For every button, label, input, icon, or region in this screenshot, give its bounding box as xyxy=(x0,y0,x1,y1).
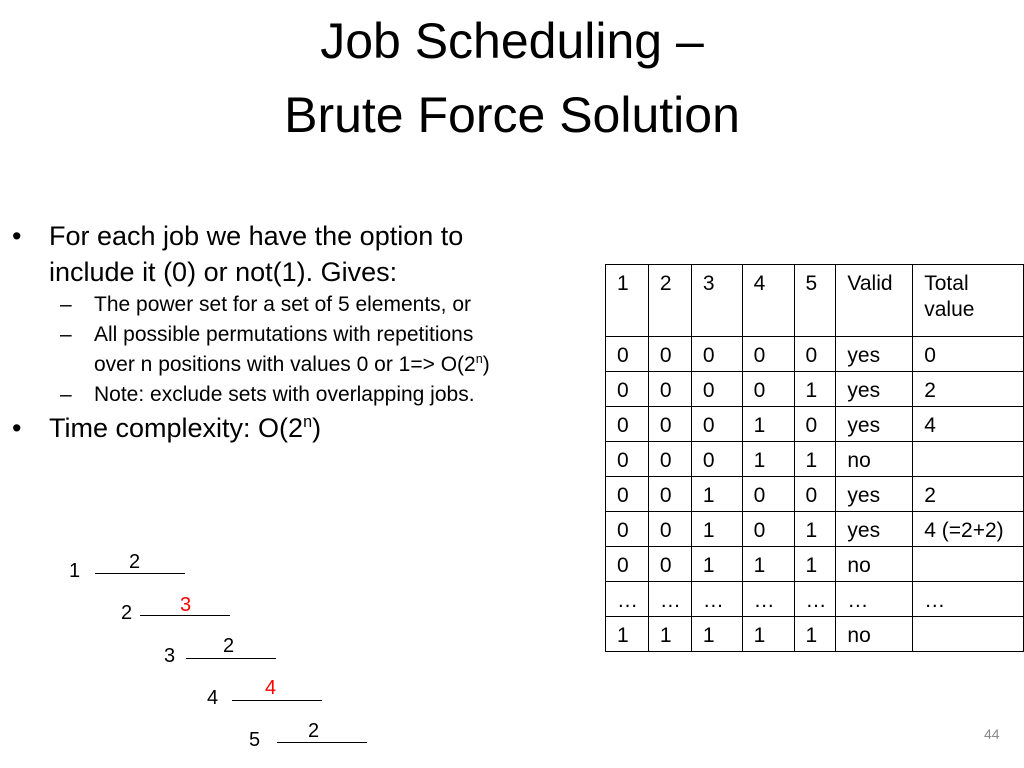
job-interval-line xyxy=(277,742,367,743)
table-cell: 0 xyxy=(742,372,794,407)
table-cell: 2 xyxy=(913,372,1024,407)
table-cell: 1 xyxy=(742,407,794,442)
job-label: 5 xyxy=(249,729,261,751)
table-cell: 1 xyxy=(691,512,742,547)
perm-close: ) xyxy=(482,353,490,376)
table-cell: 1 xyxy=(794,547,836,582)
job-interval-line xyxy=(232,700,322,701)
table-cell: 1 xyxy=(742,442,794,477)
complexity-close: ) xyxy=(312,413,322,443)
table-cell: no xyxy=(836,442,913,477)
sub-bullet-dash: – xyxy=(60,293,72,316)
table-header-cell: 3 xyxy=(691,265,742,337)
table-cell: 1 xyxy=(691,547,742,582)
table-cell: no xyxy=(836,617,913,652)
sub-bullet-power-set-text: The power set for a set of 5 elements, or xyxy=(94,293,472,316)
table-cell: 0 xyxy=(691,442,742,477)
table-cell: 0 xyxy=(606,547,649,582)
table-cell: 0 xyxy=(742,337,794,372)
job-interval-line xyxy=(186,658,276,659)
job-label: 1 xyxy=(69,560,81,582)
complexity-text: Time complexity: O(2 xyxy=(49,413,304,443)
table-cell: … xyxy=(913,582,1024,617)
table-header-cell: 1 xyxy=(606,265,649,337)
table-cell: 1 xyxy=(742,617,794,652)
table-cell: 0 xyxy=(606,337,649,372)
job-weight: 2 xyxy=(308,720,320,742)
table-cell: 1 xyxy=(648,617,691,652)
table-cell: 0 xyxy=(648,512,691,547)
sub-bullet-note-text: Note: exclude sets with overlapping jobs. xyxy=(94,383,475,406)
complexity-exponent: n xyxy=(303,413,313,431)
job-weight: 2 xyxy=(129,551,141,573)
table-cell: 1 xyxy=(794,372,836,407)
table-cell: 0 xyxy=(606,477,649,512)
bullet-dot: • xyxy=(12,221,22,251)
job-weight: 3 xyxy=(180,594,192,616)
table-cell: 1 xyxy=(606,617,649,652)
table-cell: 4 xyxy=(913,407,1024,442)
table-cell: 0 xyxy=(691,372,742,407)
table-cell: 1 xyxy=(691,477,742,512)
title-line-2: Brute Force Solution xyxy=(284,87,740,143)
table-header-cell: Valid xyxy=(836,265,913,337)
table-cell: yes xyxy=(836,477,913,512)
table-cell: 4 (=2+2) xyxy=(913,512,1024,547)
page-number: 44 xyxy=(984,726,1000,742)
bullet-options-line-1: For each job we have the option to xyxy=(49,221,464,251)
table-cell: 0 xyxy=(691,407,742,442)
table-cell: 0 xyxy=(794,337,836,372)
table-cell: … xyxy=(794,582,836,617)
table-cell: … xyxy=(742,582,794,617)
bullet-dot: • xyxy=(12,413,22,443)
table-cell: yes xyxy=(836,372,913,407)
job-weight: 2 xyxy=(223,635,235,657)
table-cell: … xyxy=(691,582,742,617)
table-cell: 1 xyxy=(742,547,794,582)
bullet-options-line-2: include it (0) or not(1). Gives: xyxy=(49,257,398,287)
sub-bullet-dash: – xyxy=(60,323,72,346)
perm-exponent: n xyxy=(475,352,483,366)
job-label: 4 xyxy=(207,687,219,709)
job-weight: 4 xyxy=(265,677,277,699)
table-cell: 0 xyxy=(691,337,742,372)
table-cell: 0 xyxy=(648,442,691,477)
table-cell: … xyxy=(836,582,913,617)
table-header-cell: 5 xyxy=(794,265,836,337)
table-cell: … xyxy=(648,582,691,617)
sub-bullet-dash: – xyxy=(60,383,72,406)
table-header-cell: 4 xyxy=(742,265,794,337)
table-cell: 0 xyxy=(648,372,691,407)
table-cell: no xyxy=(836,547,913,582)
table-cell: 0 xyxy=(742,512,794,547)
job-label: 2 xyxy=(121,602,133,624)
table-cell: 0 xyxy=(648,477,691,512)
table-cell: … xyxy=(606,582,649,617)
table-cell: 0 xyxy=(606,442,649,477)
job-label: 3 xyxy=(164,645,176,667)
table-header-cell: Total value xyxy=(913,265,1024,337)
perm-text: over n positions with values 0 or 1=> O(2 xyxy=(94,353,476,376)
table-cell: 0 xyxy=(606,407,649,442)
table-cell: yes xyxy=(836,407,913,442)
table-cell: yes xyxy=(836,512,913,547)
table-cell: 1 xyxy=(794,617,836,652)
table-cell: yes xyxy=(836,337,913,372)
table-cell: 2 xyxy=(913,477,1024,512)
table-cell: 0 xyxy=(648,337,691,372)
table-header-cell: 2 xyxy=(648,265,691,337)
table-cell: 0 xyxy=(606,372,649,407)
table-cell: 0 xyxy=(648,547,691,582)
table-cell: 0 xyxy=(606,512,649,547)
table-cell: 1 xyxy=(794,442,836,477)
table-cell: 0 xyxy=(794,477,836,512)
title-line-1: Job Scheduling – xyxy=(320,13,704,69)
table-cell: 0 xyxy=(913,337,1024,372)
sub-bullet-permutations-line-1: All possible permutations with repetitions xyxy=(94,323,474,346)
table-cell: 0 xyxy=(648,407,691,442)
table-cell: 1 xyxy=(691,617,742,652)
table-cell: 0 xyxy=(794,407,836,442)
table-cell: 0 xyxy=(742,477,794,512)
table-cell: 1 xyxy=(794,512,836,547)
